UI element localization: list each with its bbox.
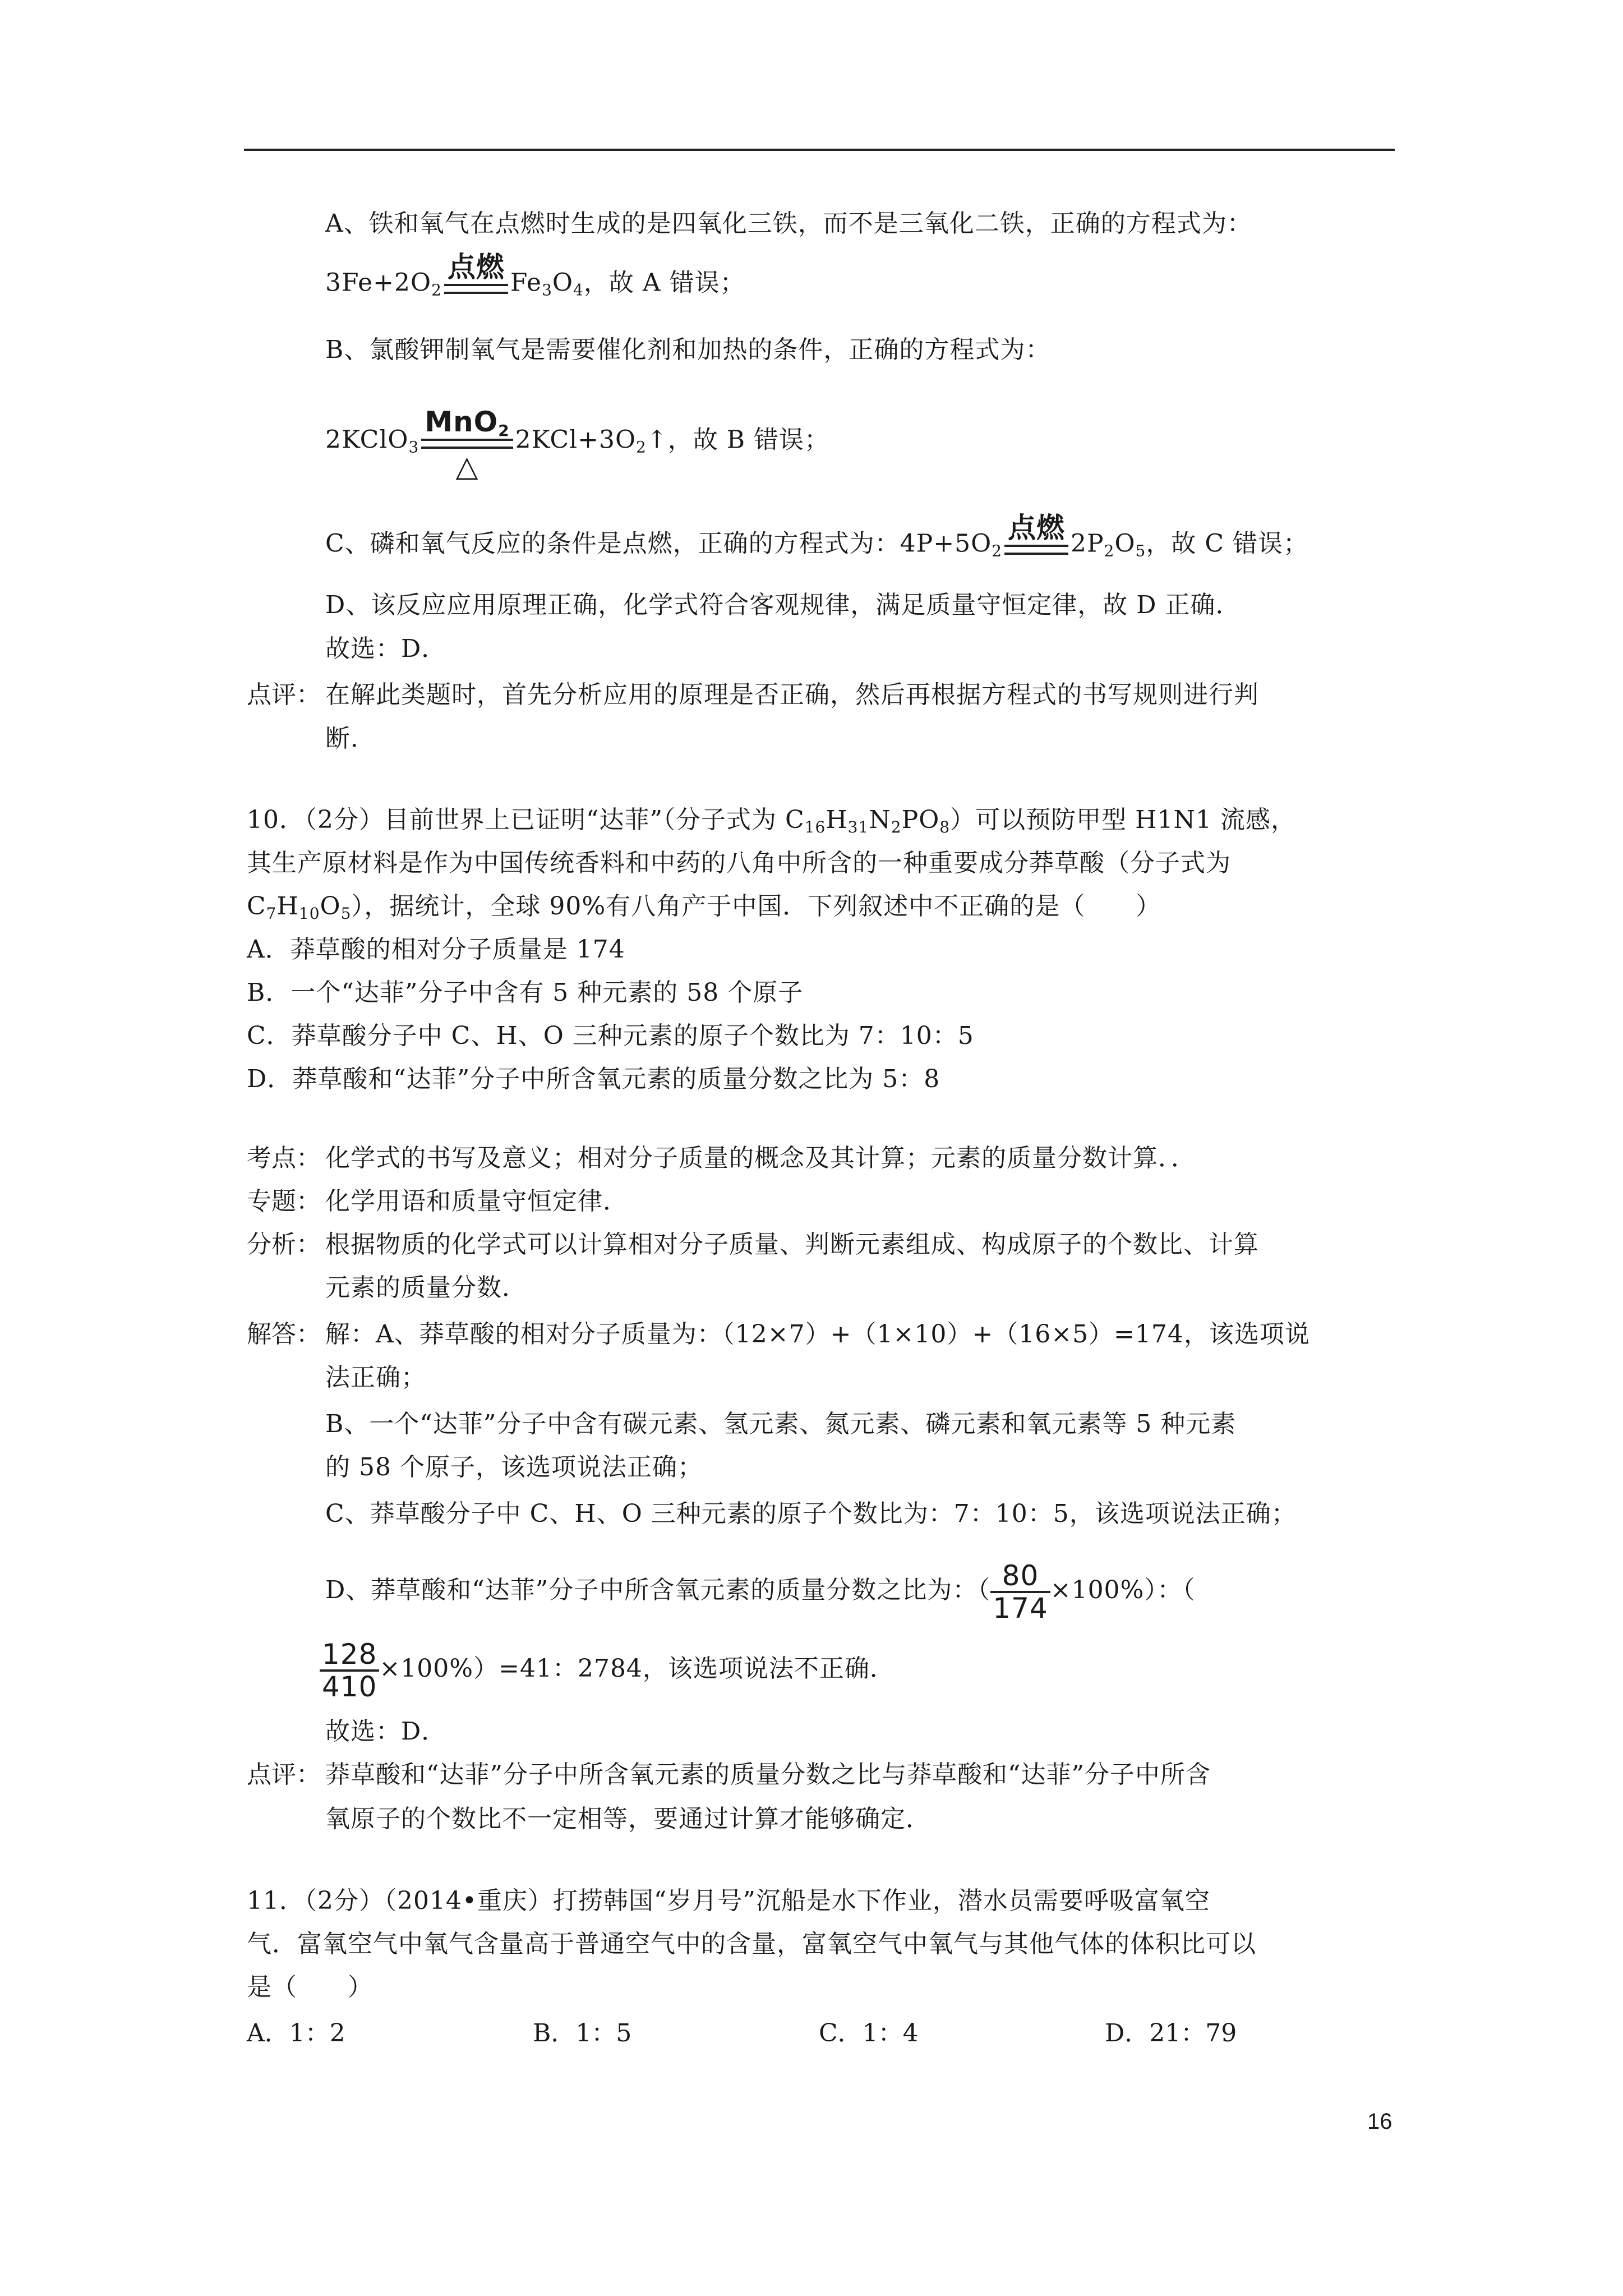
sol9-b-line: B、氯酸钾制氧气是需要催化剂和加热的条件，正确的方程式为： xyxy=(325,335,1051,364)
q10-option-d: D．莽草酸和“达菲”分子中所含氧元素的质量分数之比为 5：8 xyxy=(247,1065,940,1093)
q11-option-a: A．1：2 xyxy=(247,2019,345,2047)
q10-jieda-a-line2: 法正确； xyxy=(325,1363,426,1392)
q10-dianping-line1: 莽草酸和“达菲”分子中所含氧元素的质量分数之比与莽草酸和“达菲”分子中所含 xyxy=(325,1760,1211,1789)
q10-stem-line2: 其生产原材料是作为中国传统香料和中药的八角中所含的一种重要成分莽草酸（分子式为 xyxy=(247,849,1231,877)
reaction-condition: 点燃 xyxy=(444,252,508,294)
fraction-80-174: $\frac{80}{174}$ xyxy=(990,1561,1050,1623)
q10-zhuanti: 化学用语和质量守恒定律． xyxy=(325,1187,628,1216)
sol9-b-equation: 2KClO$_3$ MnO$_2$ △ $2KCl+3O_2↑$，故 B 错误； xyxy=(325,406,830,484)
q10-zhuanti-label: 专题： xyxy=(247,1187,321,1216)
sol9-comment-label: 点评： xyxy=(247,680,321,709)
q10-jieda-c: C、莽草酸分子中 C、H、O 三种元素的原子个数比为：7：10：5，该选项说法正确； xyxy=(325,1499,1297,1528)
sol9-d-line: D、该反应应用原理正确，化学式符合客观规律，满足质量守恒定律，故 D 正确． xyxy=(325,591,1241,619)
q10-choice: 故选：D． xyxy=(325,1717,447,1746)
reaction-condition: 点燃 xyxy=(1004,513,1068,555)
sol9-choice: 故选：D． xyxy=(325,634,447,663)
sol9-c-line: C、磷和氧气反应的条件是点燃，正确的方程式为：$4P+5O_2$ 点燃 $2P_2O_5$，故 C 错误； xyxy=(325,512,1309,560)
q11-stem-line1: 11．（2分）（2014•重庆）打捞韩国“岁月号”沉船是水下作业，潜水员需要呼吸富氧空 xyxy=(247,1887,1210,1915)
sol9-a-equation: $3Fe+2O_2$ 点燃 $Fe_3O_4$，故 A 错误； xyxy=(325,251,745,300)
q10-stem-line1: 10．（2分）目前世界上已证明“达菲”（分子式为 $C_{16}H_{31}N_2PO_8$）可以预防甲型 H1N1 流感， xyxy=(247,806,1296,836)
fraction-128-410: $\frac{128}{410}$ xyxy=(320,1639,379,1702)
q10-option-b: B．一个“达菲”分子中含有 5 种元素的 58 个原子 xyxy=(247,978,804,1007)
q10-kaodian: 化学式的书写及意义；相对分子质量的概念及其计算；元素的质量分数计算．． xyxy=(325,1144,1196,1172)
page-number: 16 xyxy=(1367,2109,1393,2134)
q10-jieda-d-line1: D、莽草酸和“达菲”分子中所含氧元素的质量分数之比为：（ $\frac{80}{174}$ ×100%）：（ xyxy=(325,1559,1196,1625)
q11-option-d: D．21：79 xyxy=(1105,2019,1237,2047)
q11-stem-line3: 是（ ） xyxy=(247,1973,373,2001)
q10-option-c: C．莽草酸分子中 C、H、O 三种元素的原子个数比为 7：10：5 xyxy=(247,1022,974,1050)
q10-jieda-label: 解答： xyxy=(247,1320,321,1349)
q10-stem-line3: $C_7H_{10}O_5$），据统计，全球 90%有八角产于中国．下列叙述中不正确的是（ ） xyxy=(247,892,1161,923)
q10-dianping-label: 点评： xyxy=(247,1760,321,1789)
sol9-comment-line1: 在解此类题时，首先分析应用的原理是否正确，然后再根据方程式的书写规则进行判 xyxy=(325,680,1259,709)
q11-option-c: C．1：4 xyxy=(819,2019,919,2047)
q10-kaodian-label: 考点： xyxy=(247,1144,321,1172)
q10-fenxi-line1: 根据物质的化学式可以计算相对分子质量、判断元素组成、构成原子的个数比、计算 xyxy=(325,1230,1259,1259)
q10-jieda-a-line1: 解：A、莽草酸的相对分子质量为：（12×7）+（1×10）+（16×5）=174，该选项说 xyxy=(325,1320,1310,1349)
sol9-a-line: A、铁和氧气在点燃时生成的是四氧化三铁，而不是三氧化二铁，正确的方程式为： xyxy=(325,209,1252,238)
header-rule xyxy=(244,149,1395,151)
reaction-condition: MnO$_2$ △ xyxy=(421,407,513,482)
q10-fenxi-line2: 元素的质量分数． xyxy=(325,1273,527,1302)
q10-jieda-b-line1: B、一个“达菲”分子中含有碳元素、氢元素、氮元素、磷元素和氧元素等 5 种元素 xyxy=(325,1410,1237,1438)
q10-fenxi-label: 分析： xyxy=(247,1230,321,1259)
q11-stem-line2: 气．富氧空气中氧气含量高于普通空气中的含量，富氧空气中氧气与其他气体的体积比可以 xyxy=(247,1930,1256,1958)
q10-jieda-b-line2: 的 58 个原子，该选项说法正确； xyxy=(325,1453,703,1481)
q10-jieda-d-line2: $\frac{128}{410}$ ×100%）=41：2784，该选项说法不正确． xyxy=(320,1627,895,1711)
q10-option-a: A．莽草酸的相对分子质量是 174 xyxy=(247,935,625,964)
sol9-comment-line2: 断． xyxy=(325,724,376,753)
q11-option-b: B．1：5 xyxy=(533,2019,632,2047)
q10-dianping-line2: 氧原子的个数比不一定相等，要通过计算才能够确定． xyxy=(325,1805,931,1833)
